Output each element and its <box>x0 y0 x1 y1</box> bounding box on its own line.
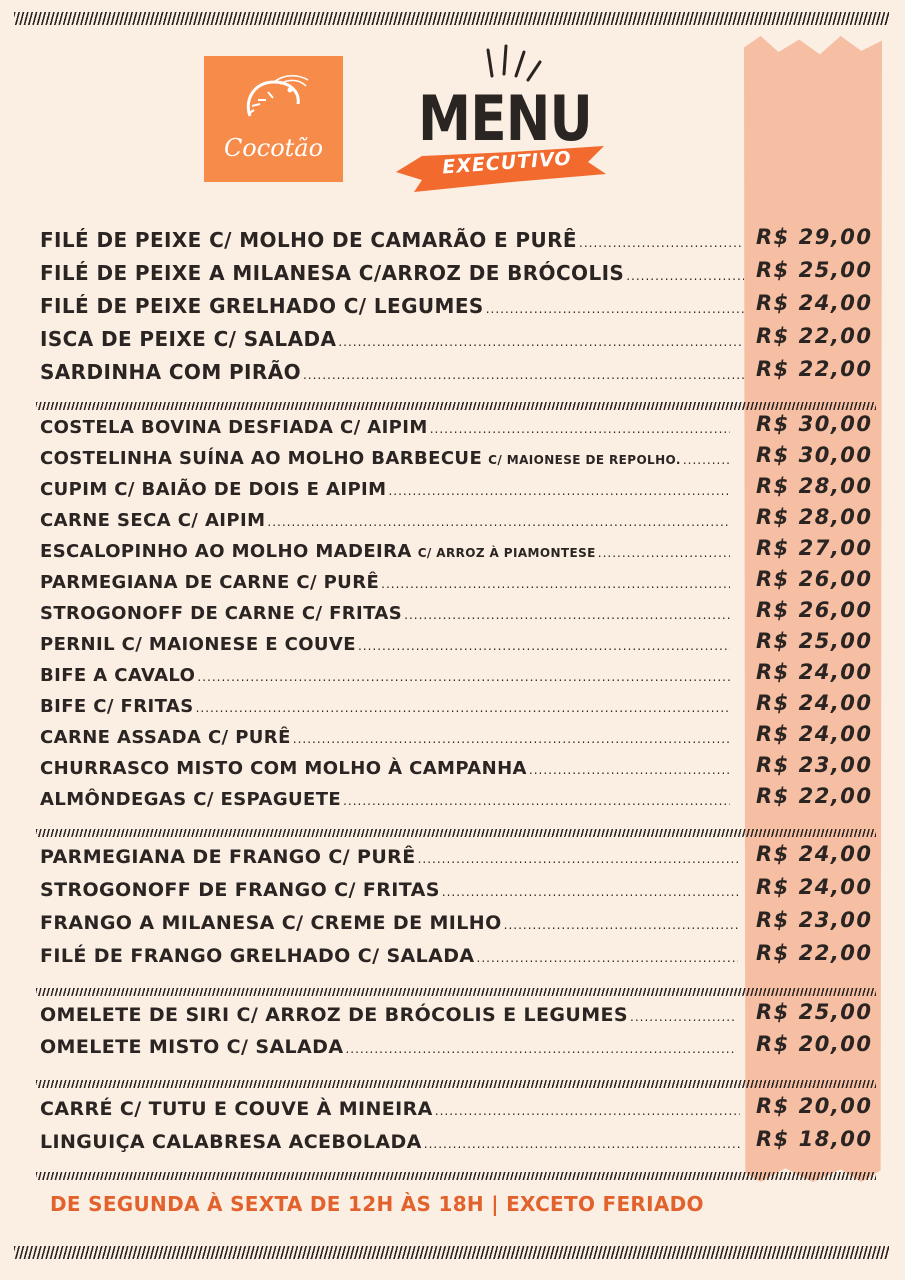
section-divider <box>36 1172 876 1180</box>
dot-leader <box>430 422 730 436</box>
menu-item <box>40 912 738 934</box>
menu-item-name: CARNE ASSADA C/ PURÊ <box>40 727 291 748</box>
menu-item-name: ISCA DE PEIXE C/ SALADA <box>40 327 337 351</box>
menu-item-name: COSTELINHA SUÍNA AO MOLHO BARBECUE <box>40 448 483 469</box>
dot-leader <box>418 852 738 866</box>
section-divider <box>36 1080 876 1088</box>
menu-item-price: R$ 25,00 <box>756 629 873 653</box>
menu-item-name: STROGONOFF DE FRANGO C/ FRITAS <box>40 879 440 901</box>
menu-item-price: R$ 26,00 <box>756 567 873 591</box>
brand-logo <box>204 56 343 182</box>
dot-leader <box>424 1137 740 1151</box>
menu-item <box>40 665 730 686</box>
menu-item <box>40 846 738 868</box>
dot-leader <box>504 918 738 932</box>
menu-item-name: ESCALOPINHO AO MOLHO MADEIRA <box>40 541 412 562</box>
dot-leader <box>196 701 730 715</box>
menu-item <box>40 1131 740 1153</box>
menu-item <box>40 572 730 593</box>
menu-item-name: FRANGO A MILANESA C/ CREME DE MILHO <box>40 912 502 934</box>
menu-item <box>40 727 730 748</box>
menu-header <box>392 40 612 200</box>
menu-item-price: R$ 22,00 <box>756 784 873 808</box>
menu-item-price: R$ 22,00 <box>756 324 873 348</box>
bottom-border <box>14 1246 889 1259</box>
menu-item-note: C/ MAIONESE DE REPOLHO. <box>488 453 681 467</box>
menu-item-name: BIFE C/ FRITAS <box>40 696 194 717</box>
dot-leader <box>293 732 730 746</box>
menu-item <box>40 541 730 562</box>
dot-leader <box>381 577 730 591</box>
menu-item-price: R$ 24,00 <box>756 875 873 899</box>
dot-leader <box>345 1042 736 1056</box>
dot-leader <box>579 236 744 250</box>
menu-item-name: CHURRASCO MISTO COM MOLHO À CAMPANHA <box>40 758 527 779</box>
top-border <box>14 12 889 25</box>
menu-item-name: OMELETE DE SIRI C/ ARROZ DE BRÓCOLIS E LEGUMES <box>40 1004 628 1026</box>
dot-leader <box>442 885 738 899</box>
dot-leader <box>630 1010 736 1024</box>
menu-item <box>40 360 744 384</box>
section-divider <box>36 988 876 996</box>
menu-item-note: C/ ARROZ À PIAMONTESE <box>417 546 596 560</box>
menu-item-price: R$ 30,00 <box>756 443 873 467</box>
menu-item-name: FILÉ DE FRANGO GRELHADO C/ SALADA <box>40 945 475 967</box>
menu-item-price: R$ 24,00 <box>756 691 873 715</box>
menu-item <box>40 294 744 318</box>
menu-item <box>40 417 730 438</box>
menu-item-name: LINGUIÇA CALABRESA ACEBOLADA <box>40 1131 422 1153</box>
dot-leader <box>529 763 730 777</box>
dot-leader <box>435 1104 740 1118</box>
menu-item <box>40 758 730 779</box>
menu-item-name: CUPIM C/ BAIÃO DE DOIS E AIPIM <box>40 479 387 500</box>
menu-item-price: R$ 25,00 <box>756 258 873 282</box>
menu-item <box>40 1004 736 1026</box>
menu-item <box>40 327 744 351</box>
menu-item-price: R$ 29,00 <box>756 225 873 249</box>
dot-leader <box>477 951 738 965</box>
menu-item <box>40 479 730 500</box>
section-divider <box>36 402 876 410</box>
menu-item <box>40 603 730 624</box>
menu-item-price: R$ 18,00 <box>756 1127 873 1151</box>
menu-item <box>40 1036 736 1058</box>
dot-leader <box>626 269 744 283</box>
menu-item-name: STROGONOFF DE CARNE C/ FRITAS <box>40 603 403 624</box>
menu-item-name: FILÉ DE PEIXE A MILANESA C/ARROZ DE BRÓCOLIS <box>40 261 625 285</box>
menu-item-price: R$ 23,00 <box>756 908 873 932</box>
dot-leader <box>197 670 730 684</box>
menu-item <box>40 510 730 531</box>
dot-leader <box>303 368 744 382</box>
section-divider <box>36 829 876 837</box>
menu-item-price: R$ 26,00 <box>756 598 873 622</box>
dot-leader <box>358 639 730 653</box>
menu-item-price: R$ 28,00 <box>756 505 873 529</box>
menu-item-price: R$ 24,00 <box>756 291 873 315</box>
menu-item-price: R$ 27,00 <box>756 536 873 560</box>
dot-leader <box>338 335 744 349</box>
menu-item <box>40 696 730 717</box>
menu-item-price: R$ 25,00 <box>756 1000 873 1024</box>
dot-leader <box>683 453 730 467</box>
menu-item-price: R$ 30,00 <box>756 412 873 436</box>
menu-item-price: R$ 22,00 <box>756 941 873 965</box>
menu-item-price: R$ 23,00 <box>756 753 873 777</box>
menu-item <box>40 879 738 901</box>
dot-leader <box>486 302 744 316</box>
menu-item-price: R$ 24,00 <box>756 842 873 866</box>
dot-leader <box>343 794 730 808</box>
dot-leader <box>404 608 730 622</box>
menu-item <box>40 448 730 469</box>
menu-item-name: CARRÉ C/ TUTU E COUVE À MINEIRA <box>40 1098 433 1120</box>
dot-leader <box>388 484 730 498</box>
shrimp-icon <box>240 72 312 128</box>
menu-item <box>40 1098 740 1120</box>
menu-item-price: R$ 22,00 <box>756 357 873 381</box>
menu-subtitle: EXECUTIVO <box>441 147 573 179</box>
menu-item-price: R$ 20,00 <box>756 1094 873 1118</box>
dot-leader <box>598 546 730 560</box>
menu-item-name: COSTELA BOVINA DESFIADA C/ AIPIM <box>40 417 428 438</box>
dot-leader <box>267 515 730 529</box>
menu-item-name: FILÉ DE PEIXE GRELHADO C/ LEGUMES <box>40 294 484 318</box>
menu-item <box>40 789 730 810</box>
menu-item <box>40 945 738 967</box>
menu-item-name: OMELETE MISTO C/ SALADA <box>40 1036 344 1058</box>
menu-item-name: SARDINHA COM PIRÃO <box>40 360 301 384</box>
menu-item-name: PERNIL C/ MAIONESE E COUVE <box>40 634 356 655</box>
footer-hours: DE SEGUNDA À SEXTA DE 12H ÀS 18H | EXCETO FERIADO <box>50 1192 704 1216</box>
menu-item <box>40 261 744 285</box>
menu-item-name: FILÉ DE PEIXE C/ MOLHO DE CAMARÃO E PURÊ <box>40 228 577 252</box>
menu-item-name: PARMEGIANA DE FRANGO C/ PURÊ <box>40 846 416 868</box>
menu-item-name: PARMEGIANA DE CARNE C/ PURÊ <box>40 572 380 593</box>
menu-item-name: BIFE A CAVALO <box>40 665 196 686</box>
menu-item <box>40 634 730 655</box>
menu-item-price: R$ 28,00 <box>756 474 873 498</box>
menu-item-price: R$ 20,00 <box>756 1032 873 1056</box>
menu-item-price: R$ 24,00 <box>756 660 873 684</box>
menu-item-name: ALMÔNDEGAS C/ ESPAGUETE <box>40 789 342 810</box>
menu-item-name: CARNE SECA C/ AIPIM <box>40 510 266 531</box>
menu-item <box>40 228 744 252</box>
brand-name: Cocotão <box>223 134 324 162</box>
menu-title: MENU <box>418 82 592 155</box>
menu-item-price: R$ 24,00 <box>756 722 873 746</box>
